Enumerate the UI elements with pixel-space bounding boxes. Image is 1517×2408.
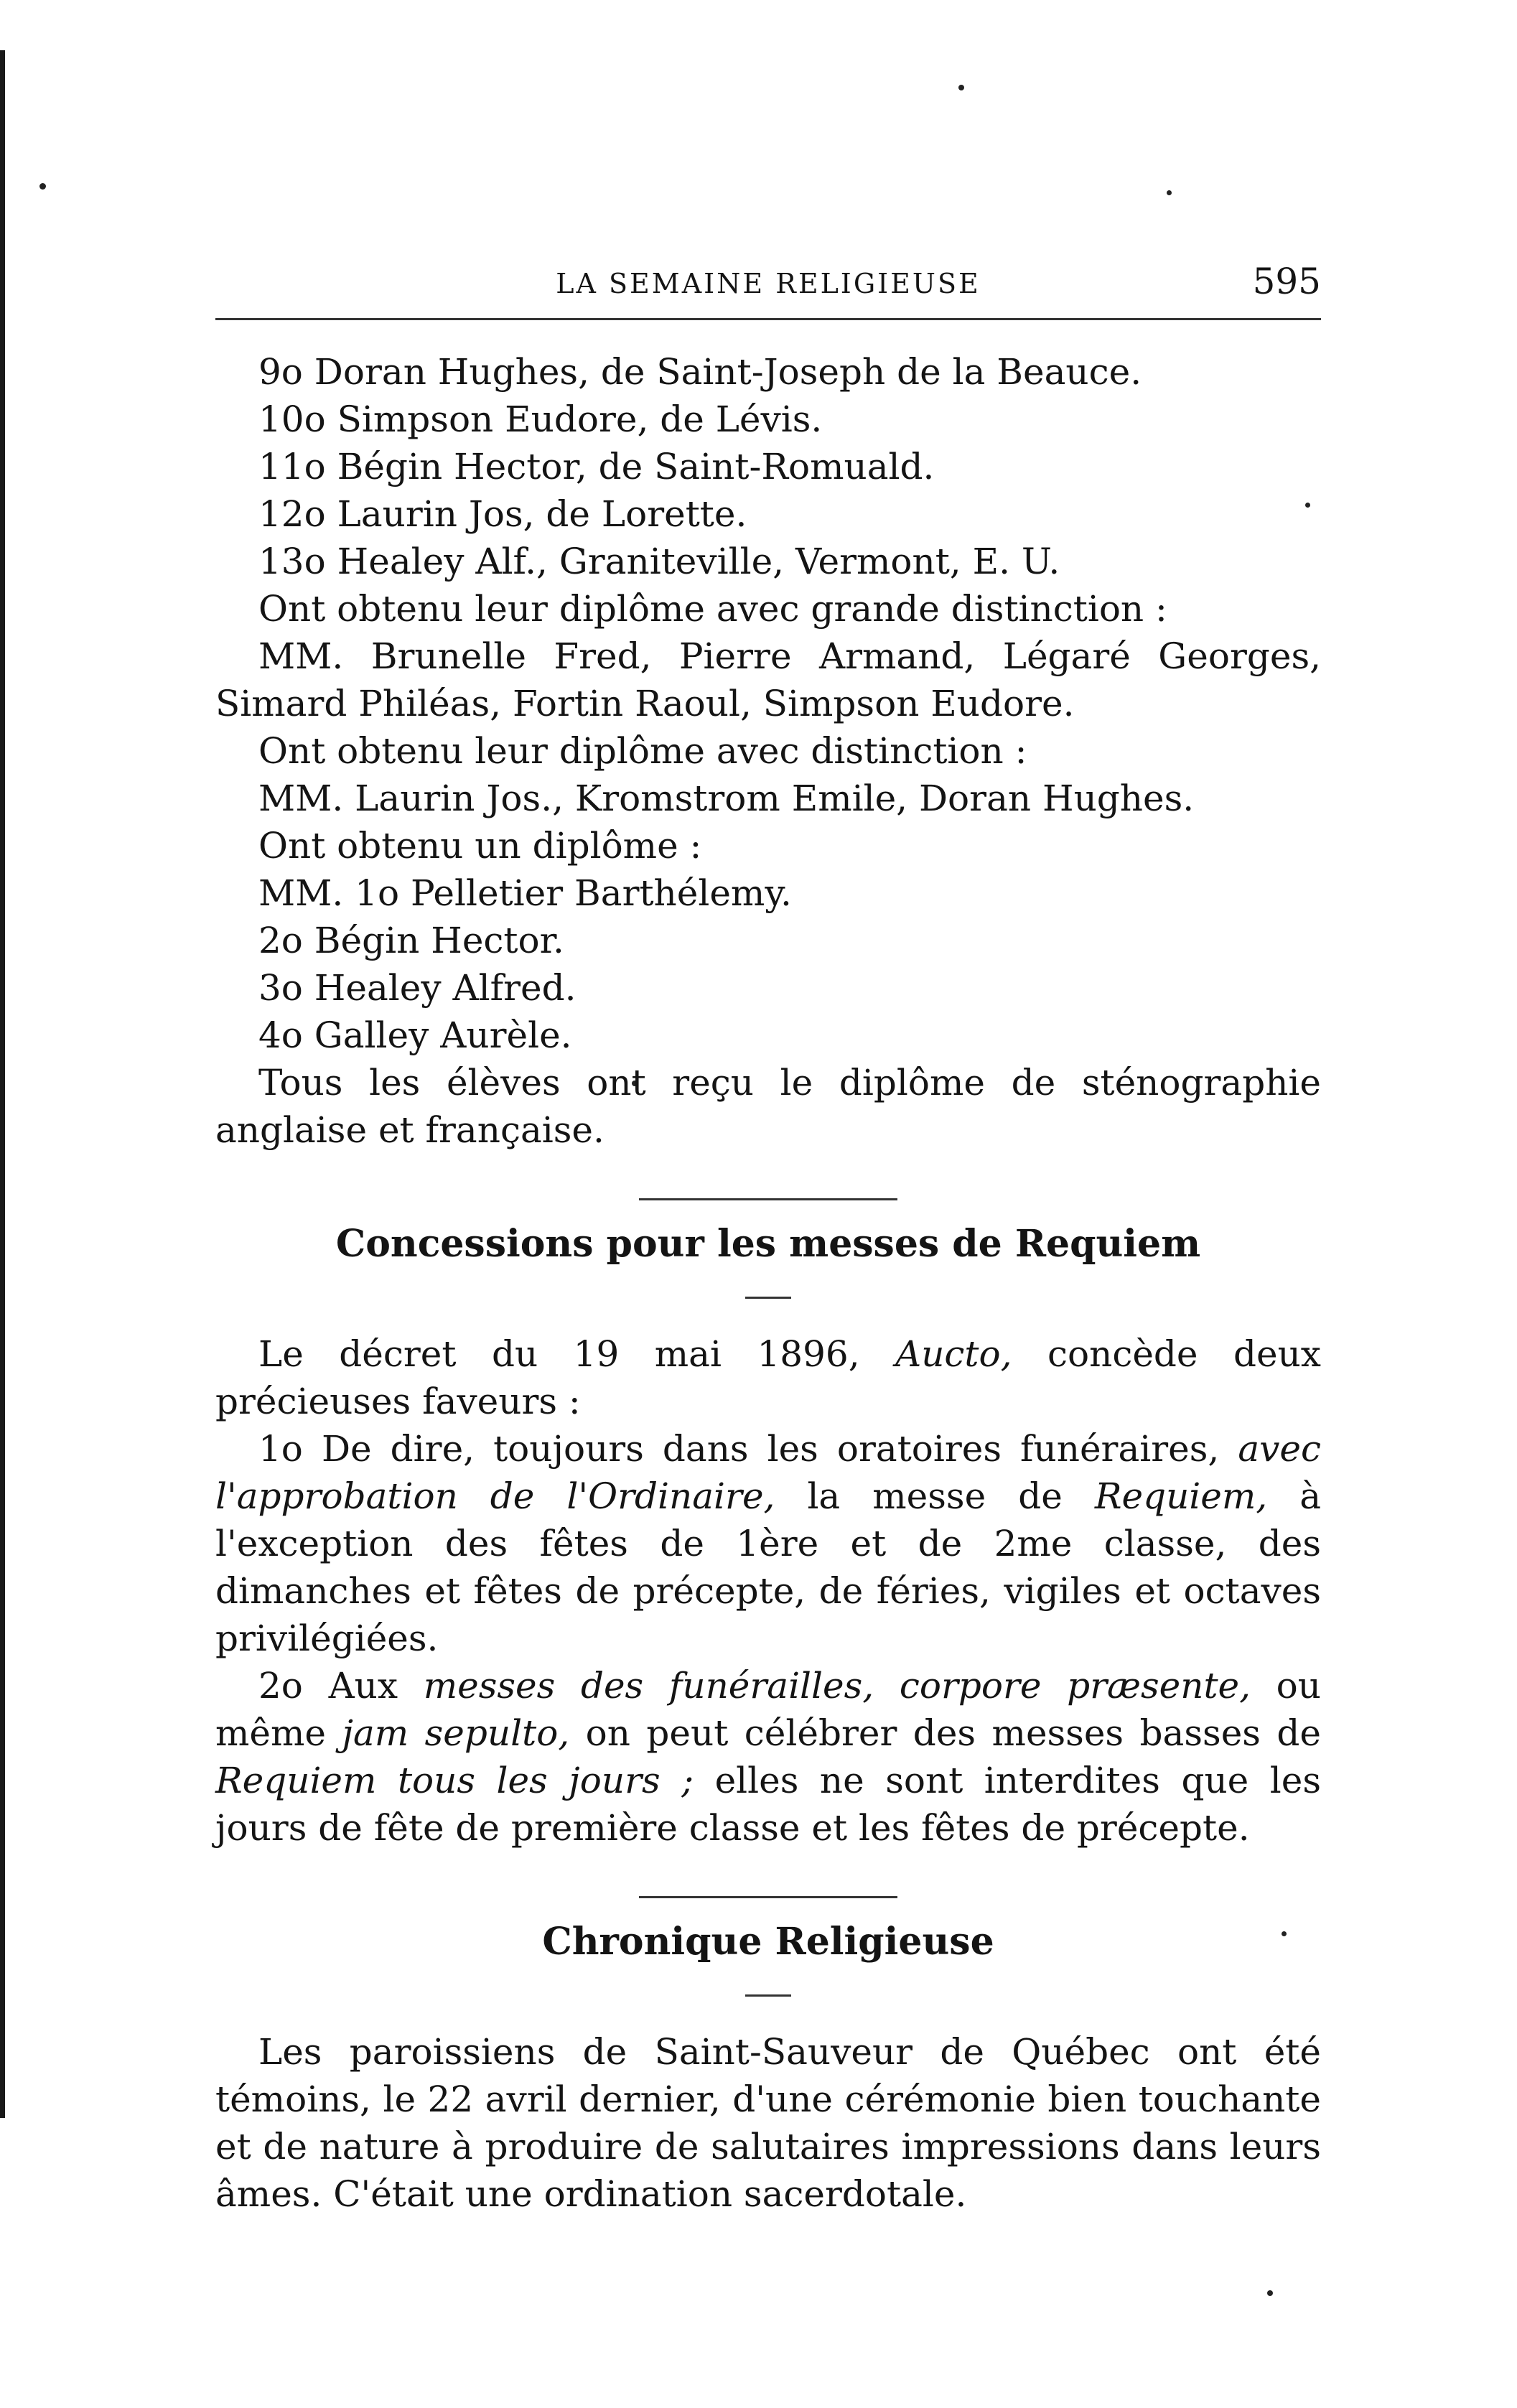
requiem-text bbox=[215, 1330, 1321, 1852]
grande-distinction-names: MM. Brunelle Fred, Pierre Armand, Légaré Georges, Simard Philéas, Fortin Raoul, Simpson Eudore. bbox=[215, 635, 1321, 724]
speck bbox=[1267, 2290, 1273, 2296]
page-number: 595 bbox=[1252, 261, 1321, 302]
chronique-text bbox=[215, 2028, 1321, 2218]
requiem-intro bbox=[215, 1330, 1321, 1425]
page-binding-edge bbox=[0, 50, 5, 2118]
list-item: 10o Simpson Eudore, de Lévis. bbox=[258, 398, 823, 440]
diplome-heading: Ont obtenu un diplôme : bbox=[258, 825, 702, 867]
heading-dash bbox=[745, 1297, 791, 1299]
list-item: MM. 1o Pelletier Barthélemy. bbox=[258, 872, 792, 914]
text-span: concède deux précieuses faveurs : bbox=[215, 1333, 1321, 1422]
list-item: 12o Laurin Jos, de Lorette. bbox=[258, 493, 747, 535]
text-span: la messe de bbox=[775, 1475, 1095, 1517]
section-heading-chronique: Chronique Religieuse bbox=[542, 1920, 994, 1964]
requiem-item-1 bbox=[215, 1425, 1321, 1662]
section-divider bbox=[639, 1896, 897, 1898]
list-item: 13o Healey Alf., Graniteville, Vermont, E. U. bbox=[258, 541, 1060, 582]
list-item: 11o Bégin Hector, de Saint-Romuald. bbox=[258, 446, 935, 487]
speck bbox=[39, 183, 46, 190]
speck bbox=[958, 85, 964, 90]
list-item: 9o Doran Hughes, de Saint-Joseph de la Beauce. bbox=[258, 351, 1142, 393]
list-item: 4o Galley Aurèle. bbox=[258, 1014, 572, 1056]
italic-span: messes des funérailles, corpore præsente, bbox=[423, 1665, 1251, 1707]
text-span: elles ne sont interdites que les jours de fête de première classe et les fêtes de précepte. bbox=[215, 1760, 1322, 1849]
list-item: 2o Bégin Hector. bbox=[258, 920, 564, 961]
main-text bbox=[215, 348, 1321, 2218]
running-title: LA SEMAINE RELIGIEUSE bbox=[556, 268, 981, 299]
section-heading-requiem: Concessions pour les messes de Requiem bbox=[335, 1222, 1201, 1266]
page-body bbox=[215, 255, 1321, 2218]
text-span: à l'exception des fêtes de 1ère et de 2me classe, des dimanches et fêtes de précepte, de féries, vigiles et octaves privilégiées. bbox=[215, 1475, 1322, 1659]
running-header bbox=[215, 255, 1321, 312]
italic-span: avec l'approbation de l'Ordinaire, bbox=[215, 1428, 1321, 1517]
text-span: Le décret du 19 mai 1896, bbox=[258, 1333, 896, 1375]
requiem-item-2 bbox=[215, 1662, 1321, 1852]
distinction-names: MM. Laurin Jos., Kromstrom Emile, Doran Hughes. bbox=[258, 778, 1195, 819]
italic-span: jam sepulto, bbox=[342, 1712, 570, 1754]
stenographie-note: Tous les élèves ont reçu le diplôme de sténographie anglaise et française. bbox=[215, 1062, 1321, 1151]
text-span: 2o Aux bbox=[258, 1665, 424, 1707]
text-span: ou même bbox=[215, 1665, 1321, 1754]
speck bbox=[1167, 190, 1172, 195]
header-rule bbox=[215, 318, 1321, 320]
text-span: on peut célébrer des messes basses de bbox=[569, 1712, 1321, 1754]
chronique-paragraph: Les paroissiens de Saint-Sauveur de Québec ont été témoins, le 22 avril dernier, d'une cérémonie bien touchante et de nature à produire de salutaires impressions dans leurs âmes. C'était une ordination sacerdotale. bbox=[215, 2031, 1321, 2215]
section-divider bbox=[639, 1198, 897, 1200]
italic-span: Aucto, bbox=[895, 1333, 1012, 1375]
italic-span: Requiem, bbox=[1094, 1475, 1268, 1517]
heading-dash bbox=[745, 1994, 791, 1997]
list-item: 3o Healey Alfred. bbox=[258, 967, 577, 1009]
grande-distinction-heading: Ont obtenu leur diplôme avec grande distinction : bbox=[258, 588, 1167, 630]
italic-span: Requiem tous les jours ; bbox=[215, 1760, 694, 1801]
text-span: 1o De dire, toujours dans les oratoires funéraires, bbox=[258, 1428, 1238, 1470]
distinction-heading: Ont obtenu leur diplôme avec distinction : bbox=[258, 730, 1027, 772]
